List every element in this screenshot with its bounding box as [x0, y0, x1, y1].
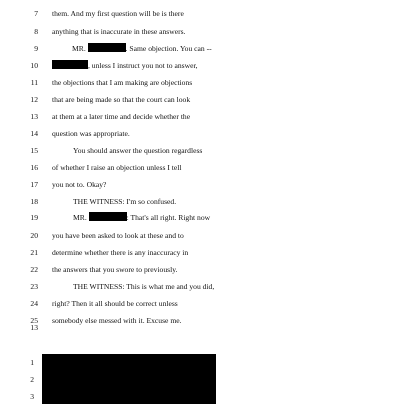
line-number: 23	[30, 282, 38, 291]
line-number: 9	[34, 44, 38, 53]
redaction-block	[42, 354, 216, 404]
redaction-bar	[89, 212, 127, 221]
line-number: 10	[30, 61, 38, 70]
speaker-prefix: MR.	[73, 213, 87, 222]
line-text	[73, 211, 210, 225]
line-number: 12	[30, 95, 38, 104]
line-number: 8	[34, 27, 38, 36]
line-text: the answers that you swore to previously.	[52, 265, 178, 274]
line-text	[52, 59, 198, 73]
transcript-line	[0, 263, 400, 277]
speaker-remark: . Same objection. You can --	[125, 44, 212, 53]
line-text: you not to. Okay?	[52, 180, 107, 189]
line-text: of whether I raise an objection unless I tell	[52, 163, 182, 172]
transcript-line	[0, 42, 400, 56]
line-text: them. And my first question will be is there	[52, 9, 184, 18]
line-text: right? Then it all should be correct unless	[52, 299, 178, 308]
line-number: 21	[30, 248, 38, 257]
page-number: 13	[30, 323, 38, 332]
line-number: 15	[30, 146, 38, 155]
line-number: 2	[30, 375, 34, 384]
line-text: at them at a later time and decide whether the	[52, 112, 191, 121]
line-text: determine whether there is any inaccuracy in	[52, 248, 189, 257]
line-number: 14	[30, 129, 38, 138]
line-number: 24	[30, 299, 38, 308]
line-number: 3	[30, 392, 34, 401]
transcript-line	[0, 246, 400, 260]
line-number: 1	[30, 358, 34, 367]
line-number: 18	[30, 197, 38, 206]
line-text: anything that is inaccurate in these answers.	[52, 27, 186, 36]
redaction-bar	[52, 60, 88, 69]
transcript-line	[0, 314, 400, 328]
line-text: the objections that I am making are objections	[52, 78, 193, 87]
speaker-remark: , unless I instruct you not to answer,	[88, 61, 198, 70]
line-number: 11	[30, 78, 38, 87]
transcript-line	[0, 297, 400, 311]
transcript-line	[0, 110, 400, 124]
transcript-line	[0, 211, 400, 225]
line-number: 19	[30, 213, 38, 222]
line-number: 13	[30, 112, 38, 121]
transcript-line	[0, 229, 400, 243]
transcript-line	[0, 178, 400, 192]
line-text	[72, 42, 212, 56]
line-text: somebody else messed with it. Excuse me.	[52, 316, 182, 325]
line-text: that are being made so that the court can look	[52, 95, 191, 104]
transcript-line	[0, 280, 400, 294]
transcript-line	[0, 7, 400, 21]
line-text: You should answer the question regardless	[73, 146, 203, 155]
transcript-line	[0, 127, 400, 141]
line-text: question was appropriate.	[52, 129, 130, 138]
transcript-line	[0, 76, 400, 90]
line-number: 16	[30, 163, 38, 172]
line-number: 7	[34, 9, 38, 18]
line-text: you have been asked to look at these and to	[52, 231, 184, 240]
transcript-line	[0, 93, 400, 107]
line-text: THE WITNESS: This is what me and you did,	[73, 282, 215, 291]
line-number: 17	[30, 180, 38, 189]
transcript-line	[0, 59, 400, 73]
line-text: THE WITNESS: I'm so confused.	[73, 197, 177, 206]
transcript-line	[0, 161, 400, 175]
speaker-remark: : That's all right. Right now	[126, 213, 211, 222]
line-number: 25	[30, 316, 38, 325]
transcript-line	[0, 25, 400, 39]
line-number: 22	[30, 265, 38, 274]
transcript-line	[0, 195, 400, 209]
redaction-bar	[88, 43, 126, 52]
speaker-prefix: MR.	[72, 44, 86, 53]
line-number: 20	[30, 231, 38, 240]
transcript-line	[0, 144, 400, 158]
